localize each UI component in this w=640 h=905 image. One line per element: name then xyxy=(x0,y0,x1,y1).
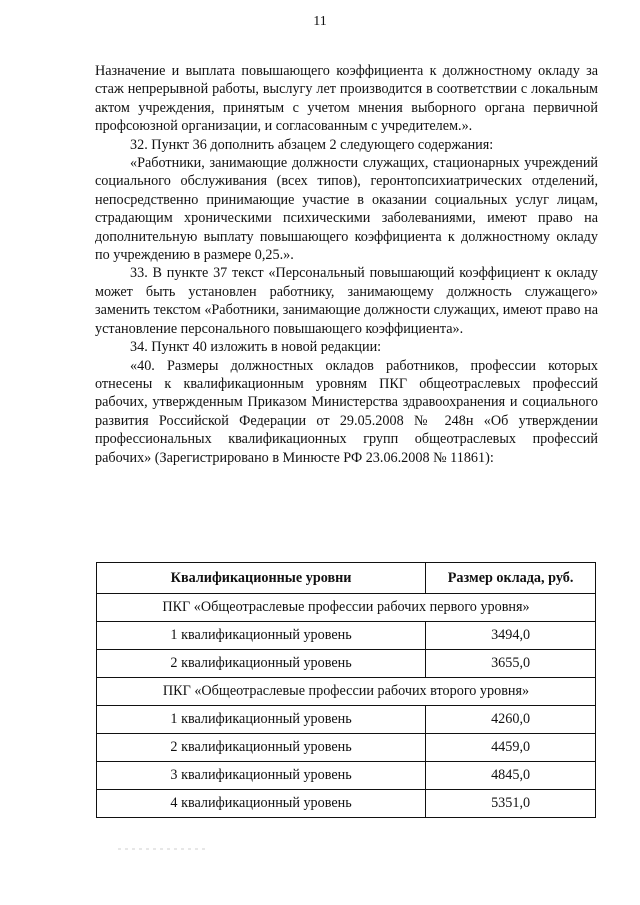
level-cell: 3 квалификационный уровень xyxy=(97,762,426,790)
table-row xyxy=(97,762,596,790)
salary-cell: 4260,0 xyxy=(426,706,596,734)
scan-artifact xyxy=(118,846,318,852)
paragraph-3: «Работники, занимающие должности служащих, стационарных учреждений социального обслуживания (всех типов), геронтопсихиатрических отделений, непосредственно принимающие участие в оказании социальных услуг лицам, страдающим хроническими психическими заболеваниями, имеют право на дополнительную выплату повышающего коэффициента к должностному окладу по учреждению в размере 0,25.». xyxy=(95,155,598,264)
level-cell: 2 квалификационный уровень xyxy=(97,650,426,678)
group-title: ПКГ «Общеотраслевые профессии рабочих первого уровня» xyxy=(97,594,596,622)
group-row xyxy=(97,678,596,706)
header-levels: Квалификационные уровни xyxy=(97,563,426,594)
salary-cell: 3655,0 xyxy=(426,650,596,678)
salary-cell: 4459,0 xyxy=(426,734,596,762)
table-row xyxy=(97,650,596,678)
table-header-row xyxy=(97,563,596,594)
table-row xyxy=(97,706,596,734)
level-cell: 1 квалификационный уровень xyxy=(97,622,426,650)
salary-cell: 3494,0 xyxy=(426,622,596,650)
table-row xyxy=(97,622,596,650)
document-body xyxy=(95,62,598,467)
paragraph-6: «40. Размеры должностных окладов работников, профессии которых отнесены к квалификационным уровням ПКГ общеотраслевых профессий рабочих, утвержденным Приказом Министерства здравоохранения и социального развития Российской Федерации от 29.05.2008 № 248н «Об утверждении профессиональных квалификационных групп общеотраслевых профессий рабочих» (Зарегистрировано в Минюсте РФ 23.06.2008 № 11861): xyxy=(95,357,598,466)
table-row xyxy=(97,734,596,762)
paragraph-4: 33. В пункте 37 текст «Персональный повышающий коэффициент к окладу может быть установлен работнику, занимающему должность служащего» заменить текстом «Работники, занимающие должности служащих, имеют право на установление персонального повышающего коэффициента». xyxy=(95,265,598,337)
level-cell: 4 квалификационный уровень xyxy=(97,790,426,818)
page-number: 11 xyxy=(313,14,327,29)
paragraph-2: 32. Пункт 36 дополнить абзацем 2 следующего содержания: xyxy=(130,136,494,153)
group-title: ПКГ «Общеотраслевые профессии рабочих второго уровня» xyxy=(97,678,596,706)
paragraph-1: Назначение и выплата повышающего коэффициента к должностному окладу за стаж непрерывной работы, выслугу лет производится в соответствии с локальным актом учреждения, принятым с учетом мнения выборного органа первичной профсоюзной организации, и согласованным с учредителем.». xyxy=(95,63,598,135)
salary-cell: 5351,0 xyxy=(426,790,596,818)
header-salary: Размер оклада, руб. xyxy=(426,563,596,594)
level-cell: 2 квалификационный уровень xyxy=(97,734,426,762)
group-row xyxy=(97,594,596,622)
table-row xyxy=(97,790,596,818)
paragraph-5: 34. Пункт 40 изложить в новой редакции: xyxy=(130,339,382,356)
salary-table xyxy=(96,562,596,818)
level-cell: 1 квалификационный уровень xyxy=(97,706,426,734)
salary-cell: 4845,0 xyxy=(426,762,596,790)
